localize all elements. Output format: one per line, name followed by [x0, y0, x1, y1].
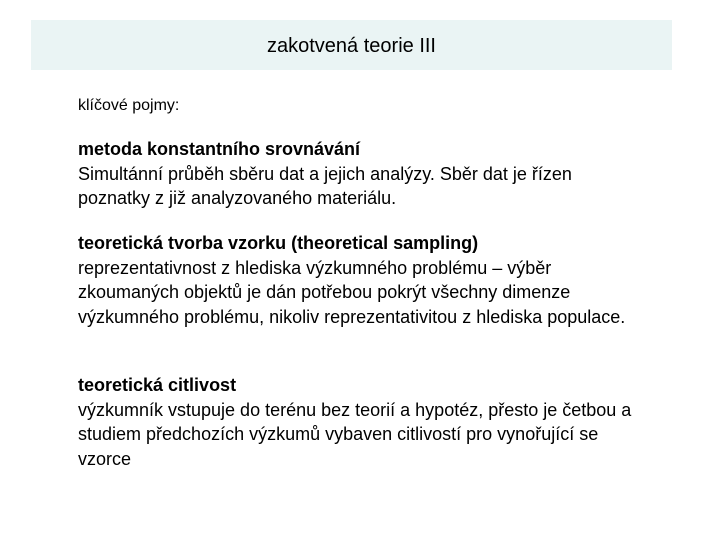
- concept-term: teoretická citlivost: [78, 375, 237, 395]
- concept-theoretical-sensitivity: [78, 373, 638, 471]
- key-concepts-heading: klíčové pojmy:: [78, 97, 180, 114]
- concept-theoretical-sampling: [78, 231, 638, 329]
- concept-description: Simultánní průběh sběru dat a jejich analýzy. Sběr dat je řízen poznatky z již analyzovaného materiálu.: [78, 163, 572, 208]
- concept-description: reprezentativnost z hlediska výzkumného problému – výběr zkoumaných objektů je dán potřebou pokrýt všechny dimenze výzkumného problému, nikoliv reprezentativitou z hlediska populace.: [78, 257, 626, 327]
- concept-term: teoretická tvorba vzorku (theoretical sampling): [78, 233, 479, 253]
- concept-constant-comparison: [78, 137, 638, 211]
- concept-description: výzkumník vstupuje do terénu bez teorií a hypotéz, přesto je četbou a studiem předchozích výzkumů vybaven citlivostí pro vynořující se vzorce: [78, 399, 632, 469]
- title-bar: [31, 20, 672, 70]
- slide-title: zakotvená teorie III: [267, 35, 436, 57]
- concept-term: metoda konstantního srovnávání: [78, 139, 361, 159]
